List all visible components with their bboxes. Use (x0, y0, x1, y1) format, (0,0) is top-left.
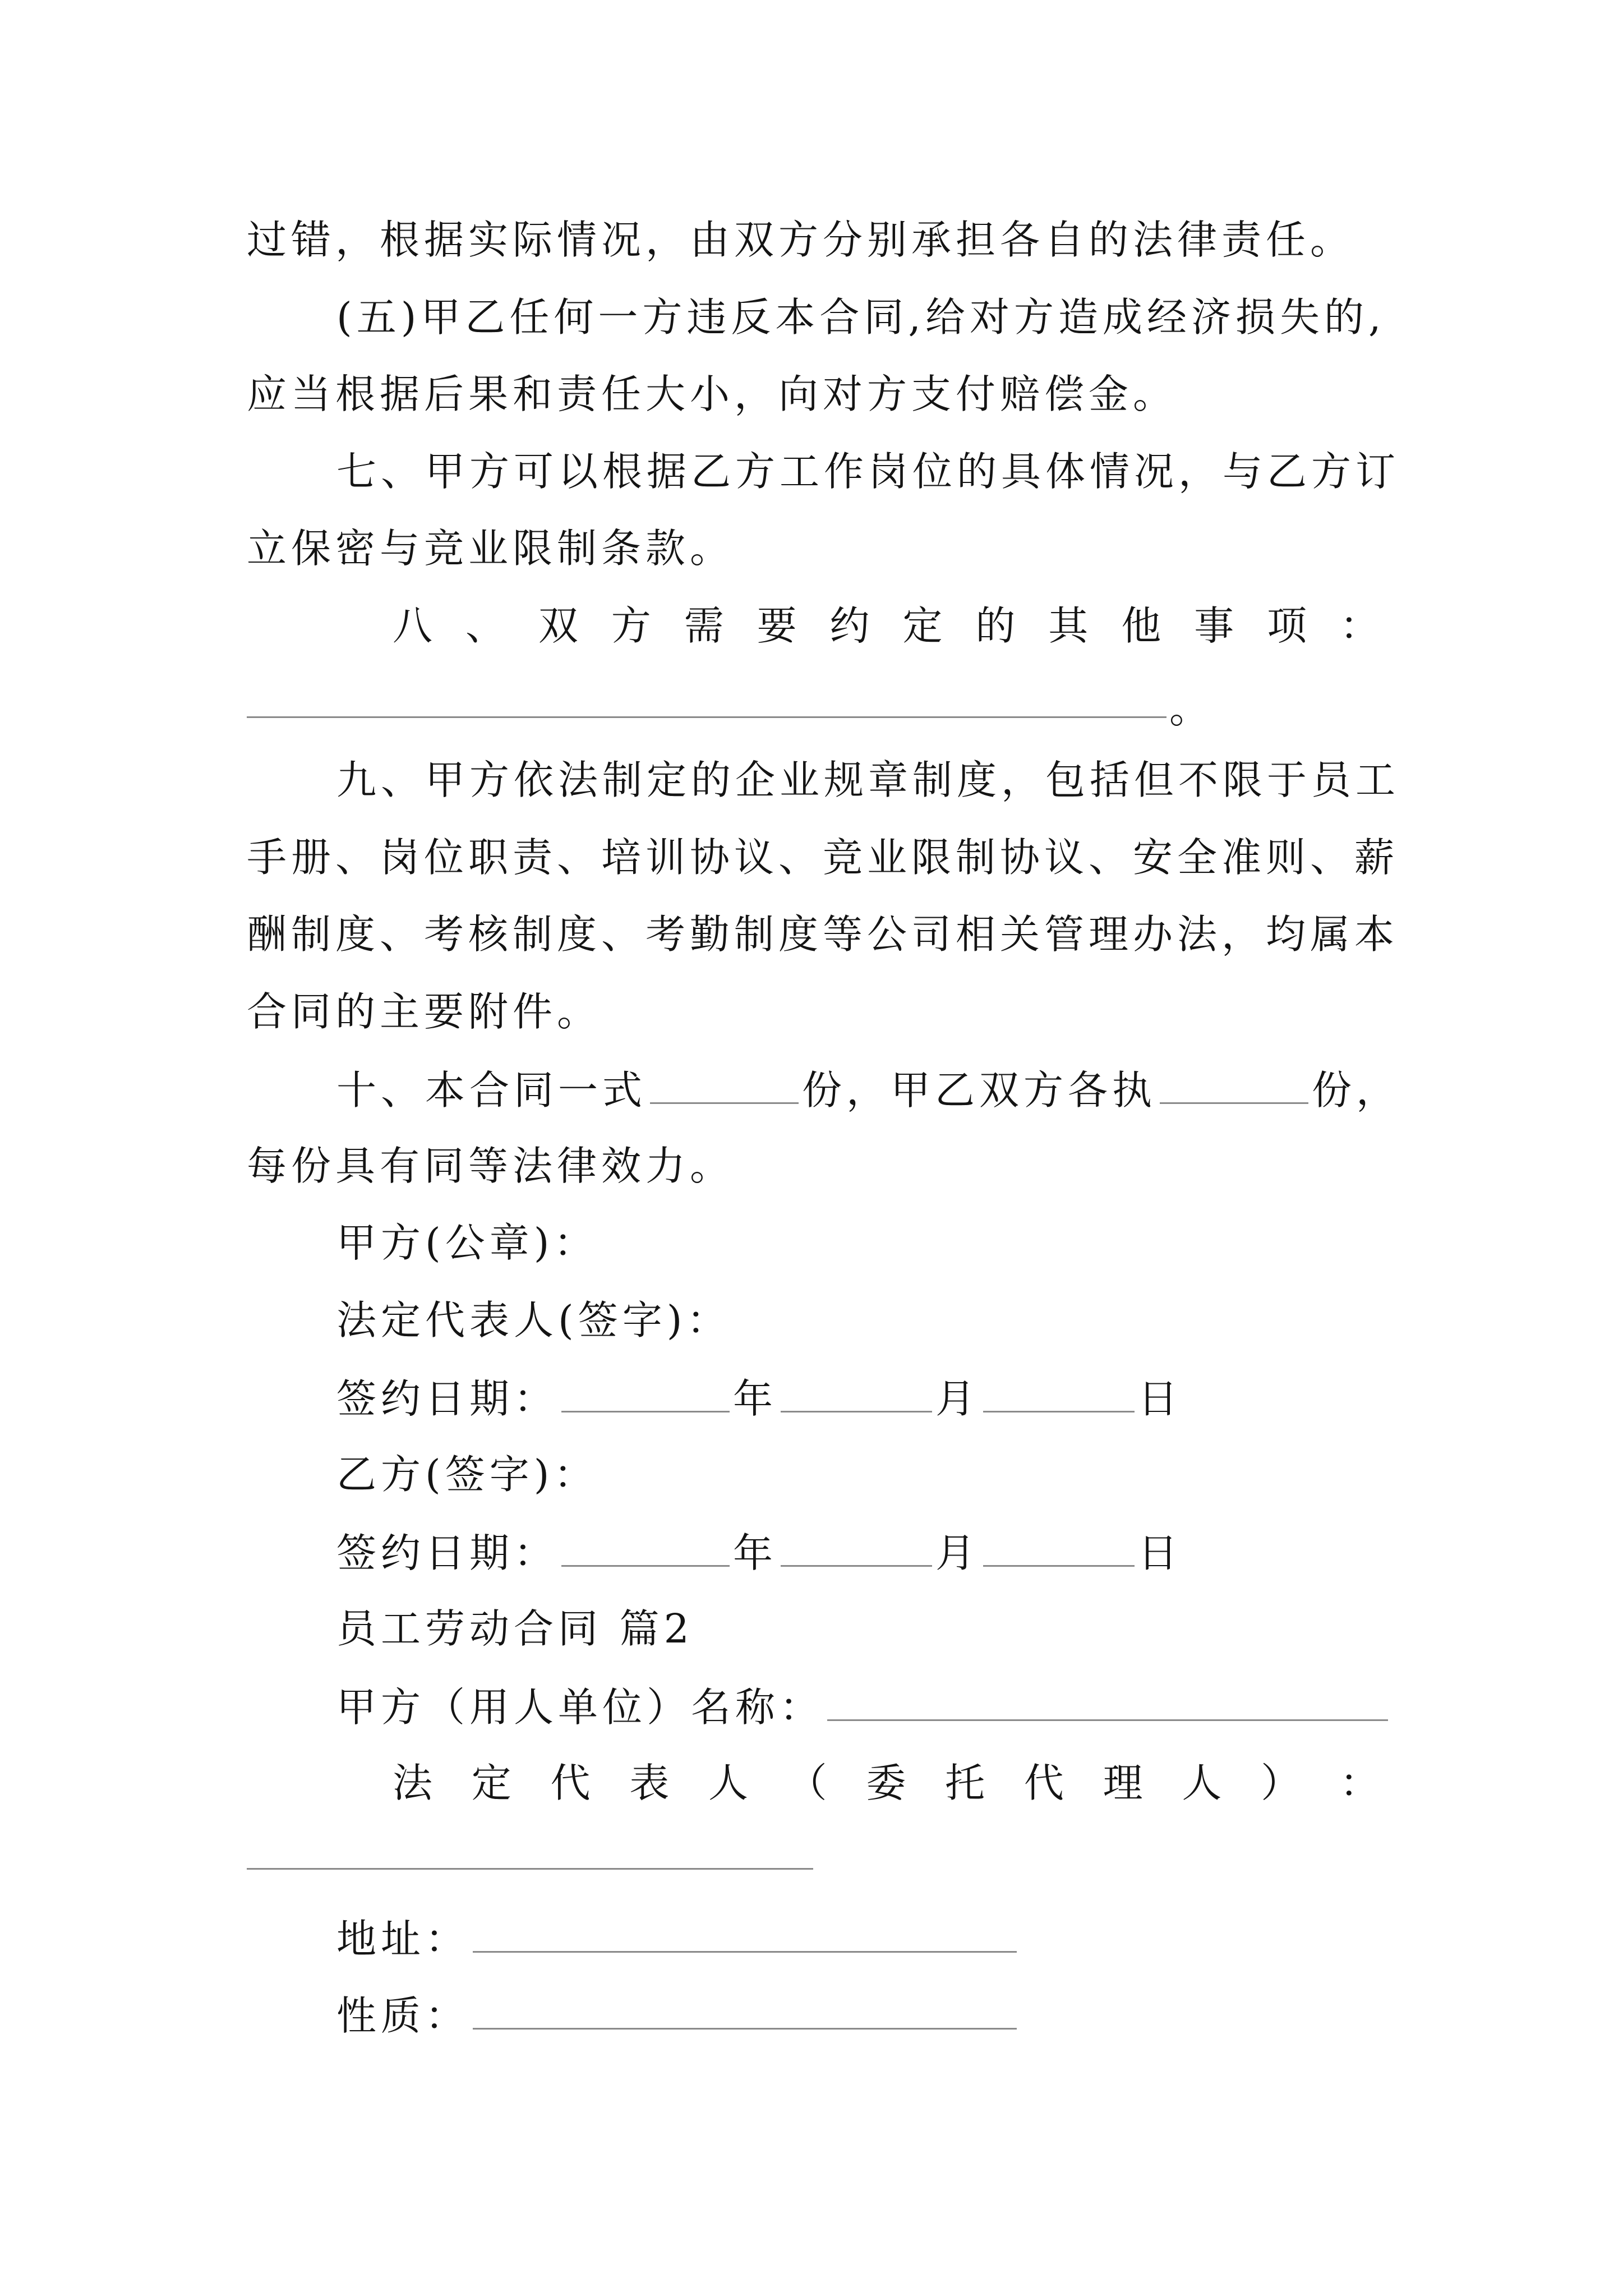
clause-nine-line: 九、甲方依法制定的企业规章制度，包括但不限于员工 (336, 757, 1400, 803)
clause-ten-text: 份，甲乙双方各执 (802, 1067, 1157, 1114)
clause-eight-line (393, 602, 1380, 649)
clause-text-line: 过错，根据实际情况，由双方分别承担各自的法律责任。 (247, 217, 1355, 263)
legal-rep-char: 表 (629, 1760, 670, 1806)
clause-text-line: 酬制度、考核制度、考勤制度等公司相关管理办法，均属本 (247, 911, 1399, 958)
employer-name-blank (827, 1686, 1388, 1721)
clause-seven-line: 七、甲方可以根据乙方工作岗位的具体情况，与乙方订 (336, 448, 1400, 495)
sign-date-label: 签约日期： (336, 1530, 559, 1576)
copies-each-blank (1160, 1069, 1308, 1104)
nature-label: 性质： (336, 1993, 470, 2039)
clause-eight-char: 事 (1194, 602, 1234, 649)
legal-rep-char: 托 (945, 1760, 985, 1806)
address-row (336, 1916, 1020, 1962)
month-blank (781, 1531, 932, 1567)
month-blank (781, 1377, 932, 1412)
year-blank (561, 1531, 730, 1567)
legal-rep-char: 代 (1023, 1760, 1064, 1806)
legal-rep-char: ： (1339, 1760, 1380, 1806)
clause-eight-char: 要 (757, 602, 797, 649)
clause-five-line: (五)甲乙任何一方违反本合同,给对方造成经济损失的, (336, 294, 1386, 341)
legal-rep-char: 委 (866, 1760, 906, 1806)
sign-date-label: 签约日期： (336, 1375, 559, 1422)
legal-rep-char: 理 (1103, 1760, 1143, 1806)
party-b-sign-label: 乙方(签字)： (336, 1451, 598, 1498)
legal-rep-char: 代 (550, 1760, 591, 1806)
clause-eight-char: 定 (902, 602, 943, 649)
clause-eight-char: 需 (684, 602, 724, 649)
legal-rep-char: 人 (1182, 1760, 1222, 1806)
clause-eight-char: 其 (1048, 602, 1089, 649)
clause-text-line: 立保密与竞业限制条款。 (247, 525, 735, 572)
legal-rep-line (393, 1760, 1380, 1806)
legal-rep-char: ） (1261, 1760, 1301, 1806)
employer-name-label: 甲方（用人单位）名称： (336, 1684, 824, 1731)
copies-count-blank (650, 1069, 799, 1104)
clause-text-line: 合同的主要附件。 (247, 988, 602, 1035)
day-blank (983, 1377, 1135, 1412)
clause-ten-text: 十、本合同一式 (336, 1067, 647, 1114)
day-label: 日 (1138, 1530, 1183, 1576)
address-blank (473, 1917, 1017, 1953)
clause-ten-text: 份， (1312, 1067, 1401, 1114)
legal-rep-char: 法 (393, 1760, 433, 1806)
day-blank (983, 1531, 1135, 1567)
nature-blank (473, 1994, 1017, 2030)
clause-text-line: 应当根据后果和责任大小，向对方支付赔偿金。 (247, 371, 1178, 417)
month-label: 月 (935, 1375, 980, 1422)
fill-in-blank-line (247, 716, 1166, 718)
section-title: 员工劳动合同 篇2 (336, 1605, 694, 1652)
clause-eight-char: 的 (975, 602, 1016, 649)
year-label: 年 (733, 1530, 778, 1576)
day-label: 日 (1138, 1375, 1183, 1422)
nature-row (336, 1993, 1020, 2039)
period-mark: 。 (1169, 685, 1210, 732)
clause-ten-line (336, 1067, 1401, 1114)
sign-date-row (336, 1375, 1183, 1422)
clause-eight-char: 约 (829, 602, 870, 649)
month-label: 月 (935, 1530, 980, 1576)
clause-eight-char: 双 (538, 602, 578, 649)
clause-text-line: 手册、岗位职责、培训协议、竞业限制协议、安全准则、薪 (247, 834, 1399, 881)
legal-rep-char: 定 (471, 1760, 511, 1806)
party-a-seal-label: 甲方(公章)： (336, 1220, 598, 1266)
year-blank (561, 1377, 730, 1412)
clause-eight-char: 项 (1267, 602, 1307, 649)
clause-eight-char: ： (1339, 602, 1380, 649)
clause-eight-char: 方 (611, 602, 651, 649)
legal-rep-blank (247, 1868, 813, 1870)
clause-eight-char: 、 (465, 602, 505, 649)
year-label: 年 (733, 1375, 778, 1422)
legal-rep-sign-label: 法定代表人(签字)： (336, 1297, 731, 1343)
clause-eight-char: 八 (393, 602, 433, 649)
sign-date-row (336, 1530, 1183, 1576)
legal-rep-char: 人 (708, 1760, 748, 1806)
clause-eight-char: 他 (1121, 602, 1161, 649)
clause-text-line: 每份具有同等法律效力。 (247, 1143, 735, 1189)
address-label: 地址： (336, 1916, 470, 1962)
legal-rep-char: （ (787, 1760, 827, 1806)
employer-name-row (336, 1684, 1391, 1731)
